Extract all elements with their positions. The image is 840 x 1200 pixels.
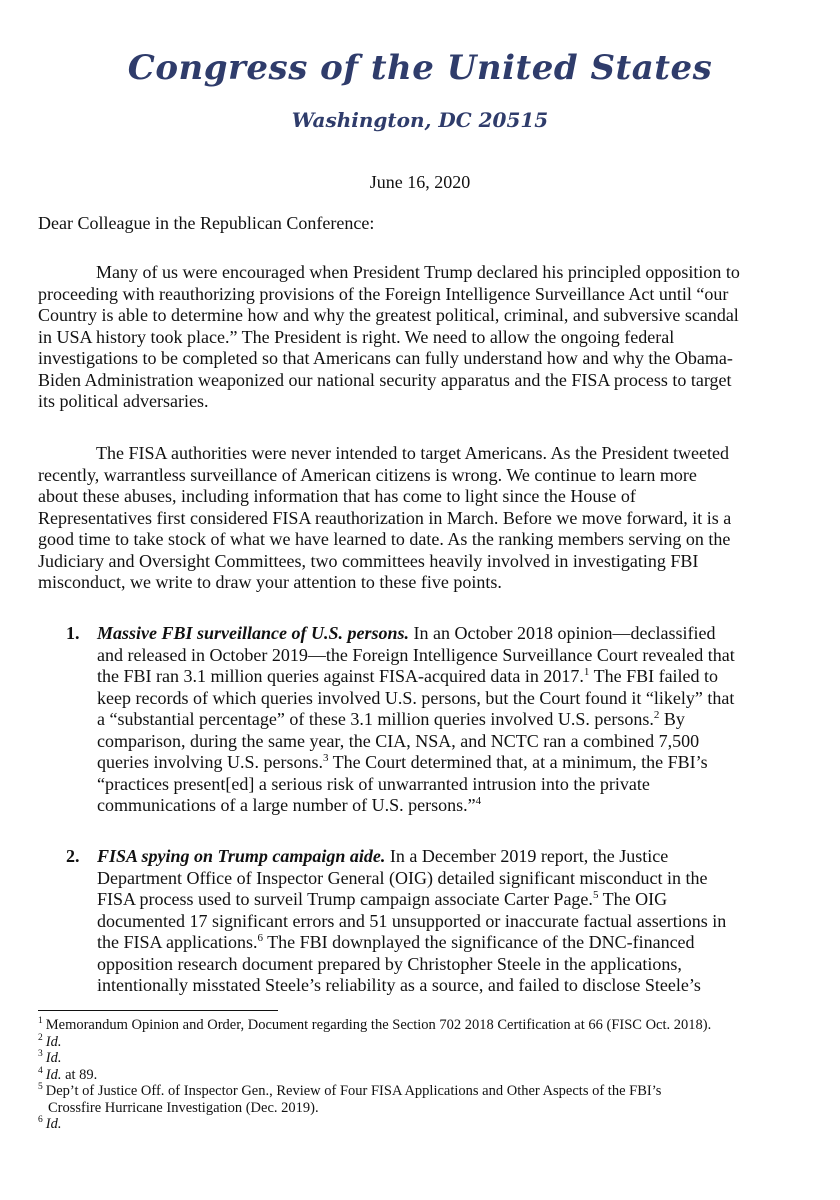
point-text: “practices present[ed] a serious risk of unwarranted intrusion into the private xyxy=(97,773,650,794)
point-lead: Massive FBI surveillance of U.S. persons. xyxy=(97,623,410,643)
point-text: communications of a large number of U.S. persons.” xyxy=(97,795,476,815)
letterhead-title: Congress of the United States xyxy=(127,48,713,88)
point-text: The Court determined that, at a minimum, the FBI’s xyxy=(328,752,708,772)
point-text: Department Office of Inspector General (OIG) detailed significant misconduct in the xyxy=(97,867,708,888)
point-text: a “substantial percentage” of these 3.1 million queries involved U.S. persons. xyxy=(97,709,654,729)
footnote-reference: 6 xyxy=(257,932,263,944)
paragraph-line: Many of us were encouraged when President Trump declared his principled opposition to xyxy=(96,262,740,282)
paragraph-line: misconduct, we write to draw your attention to these five points. xyxy=(38,572,502,592)
paragraph-line: Judiciary and Oversight Committees, two committees heavily involved in investigating FBI xyxy=(38,550,699,571)
paragraph-line: Country is able to determine how and why the greatest political, criminal, and subversive scandal xyxy=(38,305,739,325)
point-body xyxy=(97,846,806,997)
point-body xyxy=(97,623,806,817)
point-text: The FBI downplayed the significance of the DNC-financed xyxy=(263,932,695,952)
point-number: 1. xyxy=(66,623,80,643)
numbered-point-1 xyxy=(38,623,806,817)
paragraph-line: Representatives first considered FISA reauthorization in March. Before we move forward, it is a xyxy=(38,507,732,528)
footnote-citation: Id. xyxy=(45,1066,62,1083)
footnote-mark: 6 xyxy=(38,1115,43,1126)
letter-date: June 16, 2020 xyxy=(369,172,471,192)
footnote-mark: 1 xyxy=(38,1016,43,1027)
footnote-mark: 2 xyxy=(38,1032,43,1043)
footnote-text: Dep’t of Justice Off. of Inspector Gen., Review of Four FISA Applications and Other Aspects of the FBI’s xyxy=(45,1083,662,1099)
point-text: comparison, during the same year, the CIA, NSA, and NCTC ran a combined 7,500 xyxy=(97,730,700,751)
paragraph-line: about these abuses, including information that has come to light since the House of xyxy=(38,486,636,506)
point-text: documented 17 significant errors and 51 unsupported or inaccurate factual assertions in xyxy=(97,910,727,931)
paragraph-line: good time to take stock of what we have learned to date. As the ranking members serving on the xyxy=(38,529,731,549)
paragraph-line: Biden Administration weaponized our national security apparatus and the FISA process to target xyxy=(38,369,732,390)
point-number: 2. xyxy=(66,846,80,866)
footnote-reference: 5 xyxy=(592,889,599,901)
point-text: The FBI failed to xyxy=(589,666,719,686)
footnote xyxy=(38,1017,808,1034)
point-text: FISA process used to surveil Trump campaign associate Carter Page. xyxy=(97,889,593,909)
footnote-reference: 3 xyxy=(322,752,329,764)
paragraph-line: in USA history took place.” The President is right. We need to allow the ongoing federal xyxy=(38,326,675,347)
footnote-citation: Id. xyxy=(45,1050,62,1066)
point-text: intentionally misstated Steele’s reliability as a source, and failed to disclose Steele’s xyxy=(97,975,701,995)
footnotes xyxy=(38,1017,808,1133)
numbered-point-2 xyxy=(38,846,806,997)
footnote xyxy=(38,1034,808,1051)
point-text: In a December 2019 report, the Justice xyxy=(385,846,669,866)
footnote xyxy=(38,1083,808,1116)
paragraph-line: The FISA authorities were never intended to target Americans. As the President tweeted xyxy=(96,443,729,463)
point-text: and released in October 2019—the Foreign Intelligence Surveillance Court revealed that xyxy=(97,644,735,665)
point-text: the FISA applications. xyxy=(97,932,258,952)
footnote xyxy=(38,1050,808,1067)
letterhead-subtitle: Washington, DC 20515 xyxy=(291,108,549,132)
point-text: the FBI ran 3.1 million queries against FISA-acquired data in 2017. xyxy=(97,666,584,686)
footnote xyxy=(38,1116,808,1133)
point-text: keep records of which queries involved U.S. persons, but the Court found it “likely” that xyxy=(97,687,735,708)
paragraph-line: proceeding with reauthorizing provisions of the Foreign Intelligence Surveillance Act until “our xyxy=(38,283,729,304)
footnote-text: at 89. xyxy=(61,1066,98,1083)
paragraph-1 xyxy=(38,262,806,413)
footnote-reference: 4 xyxy=(475,795,482,807)
footnote-mark: 5 xyxy=(38,1082,43,1093)
footnote xyxy=(38,1067,808,1084)
footnote-reference: 1 xyxy=(583,666,590,678)
salutation: Dear Colleague in the Republican Conference: xyxy=(38,213,375,233)
footnote-reference: 2 xyxy=(653,709,660,721)
footnote-mark: 4 xyxy=(38,1065,43,1076)
paragraph-line: investigations to be completed so that Americans can fully understand how and why the Obama- xyxy=(38,348,733,368)
footnote-citation: Id. xyxy=(45,1033,62,1050)
paragraph-line: its political adversaries. xyxy=(38,391,209,411)
point-text: By xyxy=(659,709,685,729)
footnote-divider xyxy=(38,1010,278,1011)
point-text: queries involving U.S. persons. xyxy=(97,752,323,772)
paragraph-line: recently, warrantless surveillance of American citizens is wrong. We continue to learn more xyxy=(38,464,697,485)
footnote-text: Crossfire Hurricane Investigation (Dec. 2019). xyxy=(48,1099,319,1116)
point-lead: FISA spying on Trump campaign aide. xyxy=(97,846,386,866)
footnote-text: Memorandum Opinion and Order, Document regarding the Section 702 2018 Certification at 66 (FISC Oct. 2018). xyxy=(45,1017,712,1033)
point-text: opposition research document prepared by Christopher Steele in the applications, xyxy=(97,953,682,974)
footnote-mark: 3 xyxy=(38,1049,43,1060)
point-text: The OIG xyxy=(598,889,668,909)
point-text: In an October 2018 opinion—declassified xyxy=(409,623,716,643)
paragraph-2 xyxy=(38,443,806,594)
footnote-citation: Id. xyxy=(45,1116,62,1132)
